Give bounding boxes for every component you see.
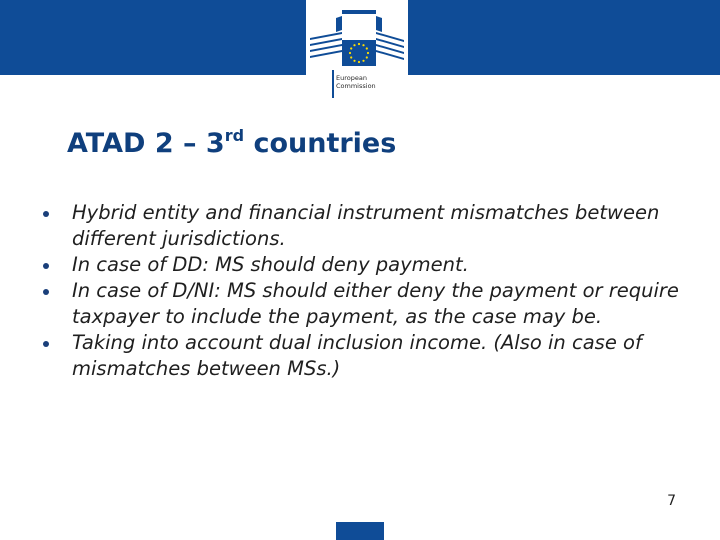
slide-title-end: countries	[244, 128, 397, 159]
bullet-text: In case of DD: MS should deny payment.	[72, 253, 469, 276]
bullet-item	[40, 200, 700, 252]
bullet-icon	[43, 289, 49, 295]
slide-title-superscript: rd	[224, 126, 245, 145]
logo-text-commission: Commission	[336, 82, 376, 90]
bullet-icon	[43, 263, 49, 269]
bullet-icon	[43, 341, 49, 347]
bullet-item	[40, 252, 700, 278]
slide-title	[67, 124, 396, 164]
slide-title-main: ATAD 2 – 3	[67, 128, 225, 159]
bullet-list	[40, 200, 700, 382]
page-number: 7	[667, 493, 676, 509]
bullet-item	[40, 278, 700, 330]
bullet-icon	[43, 211, 49, 217]
bullet-text: In case of D/NI: MS should either deny the payment or require taxpayer to include the payment, as the case may be.	[72, 279, 679, 328]
bullet-text: Taking into account dual inclusion income. (Also in case of mismatches between MSs.)	[72, 331, 642, 380]
footer-bar	[336, 522, 384, 540]
european-commission-logo	[306, 0, 408, 100]
logo-text-european: European	[336, 74, 367, 82]
bullet-text: Hybrid entity and financial instrument mismatches between different jurisdictions.	[72, 201, 660, 250]
bullet-item	[40, 330, 700, 382]
